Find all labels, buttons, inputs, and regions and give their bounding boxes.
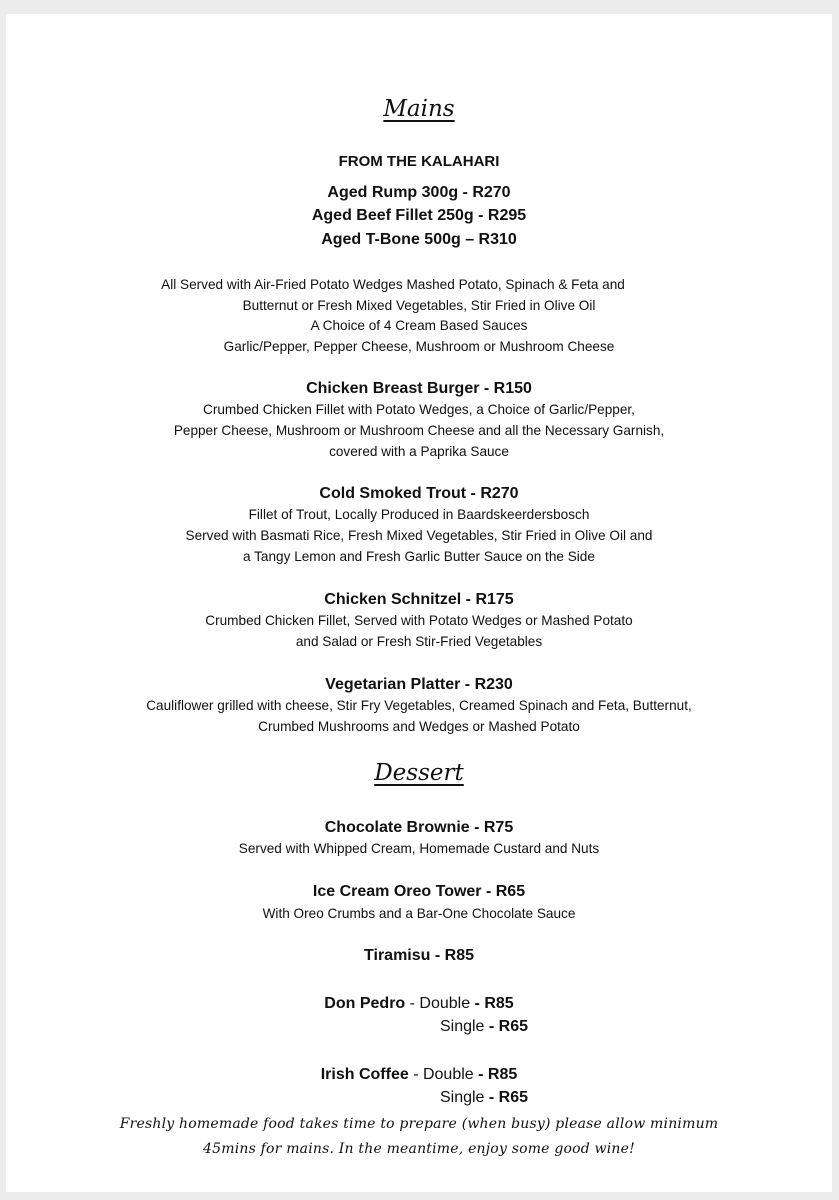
don-pedro-single xyxy=(71,1018,839,1036)
item-desc-line: Served with Basmati Rice, Fresh Mixed Vegetables, Stir Fried in Olive Oil and xyxy=(185,528,653,543)
steak-fillet: Aged Beef Fillet 250g - R295 xyxy=(311,207,527,224)
footer-note: 45mins for mains. In the meantime, enjoy some good wine! xyxy=(203,1141,635,1157)
item-title: Tiramisu - R85 xyxy=(364,947,474,964)
item-desc-line: Cauliflower grilled with cheese, Stir Fry Vegetables, Creamed Spinach and Feta, Butternut, xyxy=(146,698,692,713)
steak-desc-line: All Served with Air-Fried Potato Wedges Mashed Potato, Spinach & Feta and xyxy=(161,277,625,292)
item-desc-line: With Oreo Crumbs and a Bar-One Chocolate Sauce xyxy=(262,906,576,921)
price: R85 xyxy=(487,1066,518,1083)
item-desc-line: Fillet of Trout, Locally Produced in Baardskeerdersbosch xyxy=(248,507,590,522)
size-label: Double xyxy=(419,995,471,1012)
item-desc-line: Crumbed Chicken Fillet, Served with Potato Wedges or Mashed Potato xyxy=(205,613,633,628)
section-title: FROM THE KALAHARI xyxy=(338,153,500,170)
item-name: Don Pedro xyxy=(324,995,406,1012)
steak-desc-line: Butternut or Fresh Mixed Vegetables, Stir Fried in Olive Oil xyxy=(242,298,596,313)
item-desc-line: Crumbed Mushrooms and Wedges or Mashed Potato xyxy=(258,719,580,734)
item-title: Chicken Schnitzel - R175 xyxy=(324,591,514,608)
separator: - xyxy=(470,995,485,1012)
price: R65 xyxy=(498,1089,529,1106)
item-desc-line: a Tangy Lemon and Fresh Garlic Butter Sauce on the Side xyxy=(243,549,595,564)
price: R85 xyxy=(484,995,514,1012)
dessert-heading: Dessert xyxy=(374,760,464,786)
item-desc-line: Pepper Cheese, Mushroom or Mushroom Cheese and all the Necessary Garnish, xyxy=(173,423,665,438)
irish-coffee-double xyxy=(6,1066,832,1084)
item-desc-line: Served with Whipped Cream, Homemade Custard and Nuts xyxy=(238,841,600,856)
separator: - xyxy=(484,1018,499,1035)
price: R65 xyxy=(498,1018,529,1035)
steak-rump: Aged Rump 300g - R270 xyxy=(327,184,511,201)
steak-desc-line: A Choice of 4 Cream Based Sauces xyxy=(310,318,528,333)
steak-desc-line: Garlic/Pepper, Pepper Cheese, Mushroom or Mushroom Cheese xyxy=(223,339,615,354)
item-desc-line: covered with a Paprika Sauce xyxy=(329,444,509,459)
item-title: Cold Smoked Trout - R270 xyxy=(319,485,519,502)
mains-heading: Mains xyxy=(383,96,455,122)
irish-coffee-single xyxy=(71,1089,839,1107)
separator: - xyxy=(408,1066,423,1083)
item-title: Vegetarian Platter - R230 xyxy=(325,676,513,693)
item-desc-line: and Salad or Fresh Stir-Fried Vegetables xyxy=(295,634,543,649)
separator: - xyxy=(405,995,420,1012)
don-pedro-double xyxy=(6,995,832,1013)
size-label: Double xyxy=(422,1066,474,1083)
item-title: Chocolate Brownie - R75 xyxy=(324,819,514,836)
item-title: Ice Cream Oreo Tower - R65 xyxy=(312,883,526,900)
steak-tbone: Aged T-Bone 500g – R310 xyxy=(321,231,517,248)
item-title: Chicken Breast Burger - R150 xyxy=(306,380,532,397)
size-label: Single xyxy=(439,1018,485,1035)
separator: - xyxy=(484,1089,499,1106)
footer-note: Freshly homemade food takes time to prepare (when busy) please allow minimum xyxy=(119,1116,719,1132)
separator: - xyxy=(473,1066,488,1083)
size-label: Single xyxy=(439,1089,485,1106)
item-desc-line: Crumbed Chicken Fillet with Potato Wedges, a Choice of Garlic/Pepper, xyxy=(203,402,635,417)
menu-page xyxy=(6,14,832,1192)
item-name: Irish Coffee xyxy=(320,1066,409,1083)
